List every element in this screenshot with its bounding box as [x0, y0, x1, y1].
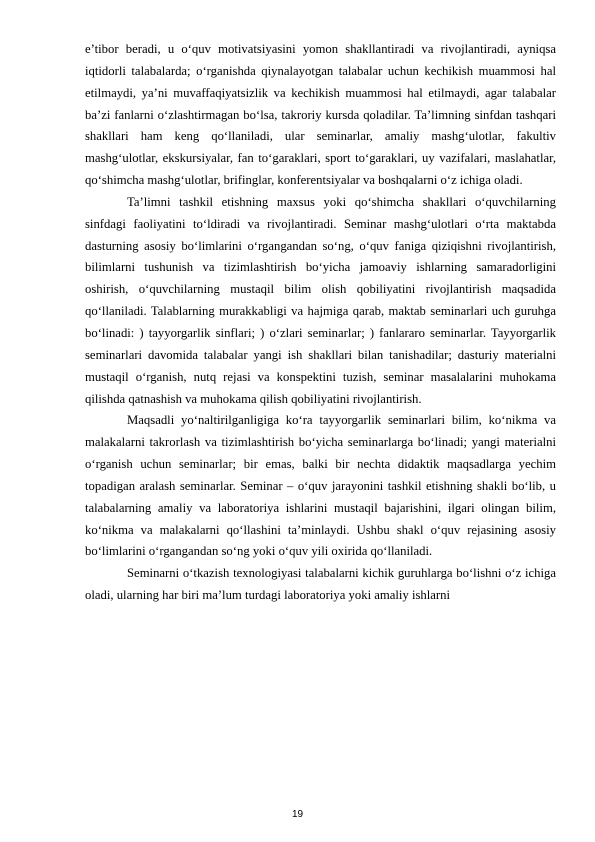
paragraph-1: e’tibor beradi, u o‘quv motivatsiyasini yomon shakllantiradi va rivojlantiradi, ayniqsa iqtidorli talabalarda; o‘rganishda qiynalayotgan talabalar uchun kechikish muammosi hal etilmaydi, ya’ni muvaffaqiyatsizlik va kechikish muammosi hal etilmaydi, agar talabalar ba’zi fanlarni o‘zlashtirmagan bo‘lsa, takroriy kursda qoladilar. Ta’limning sinfdan tashqari shakllari ham keng qo‘llaniladi, ular seminarlar, amaliy mashg‘ulotlar, fakultiv mashg‘ulotlar, ekskursiyalar, fan to‘garaklari, sport to‘garaklari, uy vazifalari, maslahatlar, qo‘shimcha mashg‘ulotlar, brifinglar, konferentsiyalar va boshqalarni o‘z ichiga oladi. [85, 42, 556, 188]
document-body [85, 39, 556, 607]
paragraph-4: Seminarni o‘tkazish texnologiyasi talabalarni kichik guruhlarga bo‘lishni o‘z ichiga oladi, ularning har biri ma’lum turdagi laboratoriya yoki amaliy ishlarni [85, 566, 556, 603]
paragraph-3: Maqsadli yo‘naltirilganligiga ko‘ra tayyorgarlik seminarlari bilim, ko‘nikma va malakalarni takrorlash va tizimlashtirish bo‘yicha seminarlarga bo‘linadi; yangi materialni o‘rganish uchun seminarlar; bir emas, balki bir nechta didaktik maqsadlarga yechim topadigan aralash seminarlar. Seminar – o‘quv jarayonini tashkil etishning shakli bo‘lib, u talabalarning amaliy va laboratoriya ishlarini mustaqil bajarishini, ilgari olingan bilim, ko‘nikma va malakalarni qo‘llashini ta’minlaydi. Ushbu shakl o‘quv rejasining asosiy bo‘limlarini o‘rgangandan so‘ng yoki o‘quv yili oxirida qo‘llaniladi. [85, 413, 556, 559]
page-number: 19 [291, 809, 304, 820]
paragraph-2: Ta’limni tashkil etishning maxsus yoki qo‘shimcha shakllari o‘quvchilarning sinfdagi faoliyatini to‘ldiradi va rivojlantiradi. Seminar mashg‘ulotlari o‘rta maktabda dasturning asosiy bo‘limlarini o‘rgangandan so‘ng, o‘quv faniga qiziqishni rivojlantirish, bilimlarni tushunish va tizimlashtirish bo‘yicha jamoaviy ishlarning samaradorligini oshirish, o‘quvchilarning mustaqil bilim olish qobiliyatini rivojlantirish maqsadida qo‘llaniladi. Talablarning murakkabligi va hajmiga qarab, maktab seminarlari uch guruhga bo‘linadi: ) tayyorgarlik sinflari; ) o‘zlari seminarlar; ) fanlararo seminarlar. Tayyorgarlik seminarlari davomida talabalar yangi ish shakllari bilan tanishadilar; dasturiy materialni mustaqil o‘rganish, nutq rejasi va konspektini tuzish, seminar masalalarini muhokama qilishda qatnashish va muhokama qilish qobiliyatini rivojlantirish. [85, 194, 556, 406]
